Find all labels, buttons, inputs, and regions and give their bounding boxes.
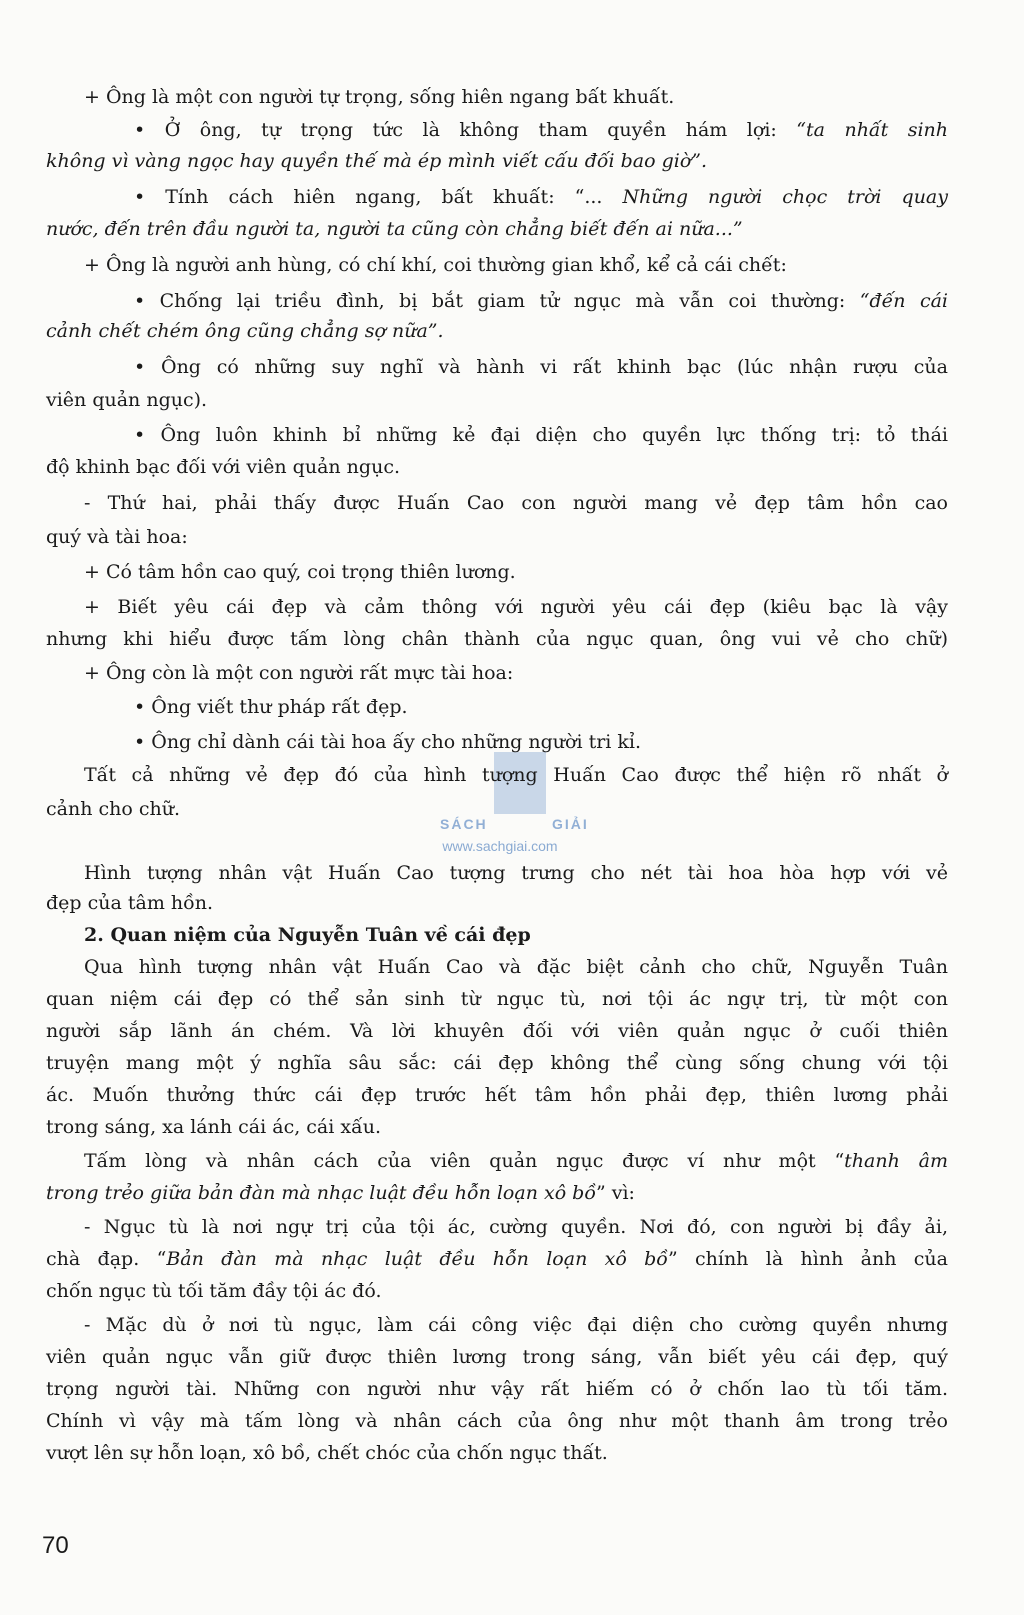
text-line bbox=[46, 796, 180, 822]
text-segment: ác. Muốn thưởng thức cái đẹp trước hết tâm hồn phải đẹp, thiên lương phải bbox=[46, 1084, 948, 1106]
text-segment: nhưng khi hiểu được tấm lòng chân thành của ngục quan, ông vui vẻ cho chữ) bbox=[46, 628, 948, 650]
text-segment: - Ngục tù là nơi ngự trị của tội ác, cường quyền. Nơi đó, con người bị đầy ải, bbox=[84, 1216, 948, 1238]
text-segment: • Ông có những suy nghĩ và hành vi rất khinh bạc (lúc nhận rượu của bbox=[134, 356, 948, 378]
section-heading bbox=[84, 922, 531, 948]
text-segment: truyện mang một ý nghĩa sâu sắc: cái đẹp không thể cùng sống chung với tội bbox=[46, 1052, 948, 1074]
text-segment: chốn ngục tù tối tăm đầy tội ác đó. bbox=[46, 1280, 382, 1302]
text-segment: • Ở ông, tự trọng tức là không tham quyền hám lợi: bbox=[134, 119, 797, 141]
text-line bbox=[84, 252, 787, 278]
text-segment: + Biết yêu cái đẹp và cảm thông với người yêu cái đẹp (kiêu bạc là vậy bbox=[84, 596, 948, 618]
text-line bbox=[84, 762, 948, 788]
text-line bbox=[46, 1408, 948, 1434]
italic-quote: không vì vàng ngọc hay quyền thế mà ép mình viết cấu đối bao giờ”. bbox=[46, 150, 708, 172]
text-segment: Chính vì vậy mà tấm lòng và nhân cách của ông như một thanh âm trong trẻo bbox=[46, 1410, 948, 1432]
text-segment: + Ông còn là một con người rất mực tài hoa: bbox=[84, 662, 514, 684]
text-line bbox=[46, 216, 743, 242]
text-segment: • Tính cách hiên ngang, bất khuất: “... bbox=[134, 186, 623, 208]
text-line bbox=[46, 1114, 381, 1140]
italic-quote: trong trẻo giữa bản đàn mà nhạc luật đều hỗn loạn xô bồ bbox=[46, 1182, 596, 1204]
text-line bbox=[46, 1344, 948, 1370]
text-line bbox=[84, 1312, 948, 1338]
italic-quote: Những người chọc trời quay bbox=[622, 186, 948, 208]
text-segment: • Ông luôn khinh bỉ những kẻ đại diện cho quyền lực thống trị: tỏ thái bbox=[134, 424, 948, 446]
page-number: 70 bbox=[42, 1532, 69, 1559]
text-segment: + Ông là người anh hùng, có chí khí, coi thường gian khổ, kể cả cái chết: bbox=[84, 254, 787, 276]
text-segment: + Ông là một con người tự trọng, sống hiên ngang bất khuất. bbox=[84, 86, 675, 108]
text-line bbox=[46, 890, 213, 916]
text-line bbox=[46, 986, 948, 1012]
text-segment: quan niệm cái đẹp có thể sản sinh từ ngục tù, nơi tội ác ngự trị, từ một con bbox=[46, 988, 948, 1010]
text-line bbox=[46, 318, 444, 344]
text-line bbox=[46, 1050, 948, 1076]
text-line bbox=[46, 1278, 382, 1304]
text-line bbox=[84, 1214, 948, 1240]
text-segment: cảnh cho chữ. bbox=[46, 798, 180, 820]
italic-quote: “đến cái bbox=[859, 290, 949, 312]
watermark-logo-right: GIẢI bbox=[552, 816, 589, 832]
text-segment: chà đạp. “ bbox=[46, 1248, 167, 1270]
text-line bbox=[134, 184, 948, 210]
text-segment: viên quản ngục vẫn giữ được thiên lương trong sáng, vẫn biết yêu cái đẹp, quý bbox=[46, 1346, 948, 1368]
text-line bbox=[46, 454, 400, 480]
text-line bbox=[46, 1246, 948, 1272]
watermark-logo-left: SÁCH bbox=[440, 816, 488, 832]
text-line bbox=[46, 148, 707, 174]
text-segment: đẹp của tâm hồn. bbox=[46, 892, 214, 914]
text-segment: ” chính là hình ảnh của bbox=[667, 1248, 948, 1270]
text-line bbox=[46, 524, 188, 550]
text-line bbox=[46, 1440, 608, 1466]
italic-quote: Bản đàn mà nhạc luật đều hỗn loạn xô bồ bbox=[166, 1248, 668, 1270]
text-segment: • Ông chỉ dành cái tài hoa ấy cho những người tri kỉ. bbox=[134, 731, 642, 753]
text-segment: • Ông viết thư pháp rất đẹp. bbox=[134, 696, 408, 718]
text-segment: - Thứ hai, phải thấy được Huấn Cao con người mang vẻ đẹp tâm hồn cao bbox=[84, 492, 948, 514]
text-segment: trong sáng, xa lánh cái ác, cái xấu. bbox=[46, 1116, 382, 1138]
text-line bbox=[46, 1082, 948, 1108]
text-line bbox=[84, 84, 674, 110]
text-segment: Hình tượng nhân vật Huấn Cao tượng trưng cho nét tài hoa hòa hợp với vẻ bbox=[84, 862, 948, 884]
italic-quote: thanh âm bbox=[844, 1150, 948, 1172]
text-segment: độ khinh bạc đối với viên quản ngục. bbox=[46, 456, 400, 478]
text-line bbox=[134, 729, 641, 755]
text-line bbox=[84, 559, 516, 585]
italic-quote: cảnh chết chém ông cũng chẳng sợ nữa”. bbox=[46, 320, 444, 342]
text-segment: vượt lên sự hỗn loạn, xô bồ, chết chóc của chốn ngục thất. bbox=[46, 1442, 608, 1464]
text-line bbox=[134, 694, 408, 720]
italic-quote: “ta nhất sinh bbox=[796, 119, 949, 141]
text-line bbox=[46, 626, 948, 652]
text-segment: Tất cả những vẻ đẹp đó của hình tượng Huấn Cao được thể hiện rõ nhất ở bbox=[84, 764, 948, 786]
text-line bbox=[46, 1180, 635, 1206]
text-segment: trọng người tài. Những con người như vậy rất hiếm có ở chốn lao tù tối tăm. bbox=[46, 1378, 948, 1400]
text-line bbox=[84, 1148, 948, 1174]
watermark-url: www.sachgiai.com bbox=[442, 838, 558, 854]
text-segment: - Mặc dù ở nơi tù ngục, làm cái công việc đại diện cho cường quyền nhưng bbox=[84, 1314, 948, 1336]
text-line bbox=[84, 954, 948, 980]
text-segment: ” vì: bbox=[595, 1182, 635, 1204]
text-line bbox=[134, 354, 948, 380]
text-line bbox=[46, 1376, 948, 1402]
text-segment: • Chống lại triều đình, bị bắt giam tử ngục mà vẫn coi thường: bbox=[134, 290, 860, 312]
text-segment: viên quản ngục). bbox=[46, 389, 208, 411]
text-line bbox=[134, 288, 948, 314]
text-segment: 2. Quan niệm của Nguyễn Tuân về cái đẹp bbox=[84, 924, 531, 946]
text-segment: + Có tâm hồn cao quý, coi trọng thiên lương. bbox=[84, 561, 516, 583]
text-line bbox=[84, 490, 948, 516]
text-segment: Qua hình tượng nhân vật Huấn Cao và đặc biệt cảnh cho chữ, Nguyễn Tuân bbox=[84, 956, 948, 978]
text-line bbox=[84, 860, 948, 886]
text-segment: người sắp lãnh án chém. Và lời khuyên đối với viên quản ngục ở cuối thiên bbox=[46, 1020, 948, 1042]
text-segment: Tấm lòng và nhân cách của viên quản ngục được ví như một “ bbox=[84, 1150, 845, 1172]
text-line bbox=[134, 117, 948, 143]
text-line bbox=[84, 594, 948, 620]
text-line bbox=[134, 422, 948, 448]
text-line bbox=[46, 387, 207, 413]
text-line bbox=[46, 1018, 948, 1044]
italic-quote: nước, đến trên đầu người ta, người ta cũng còn chẳng biết đến ai nữa...” bbox=[46, 218, 743, 240]
text-segment: quý và tài hoa: bbox=[46, 526, 188, 548]
text-line bbox=[84, 660, 513, 686]
